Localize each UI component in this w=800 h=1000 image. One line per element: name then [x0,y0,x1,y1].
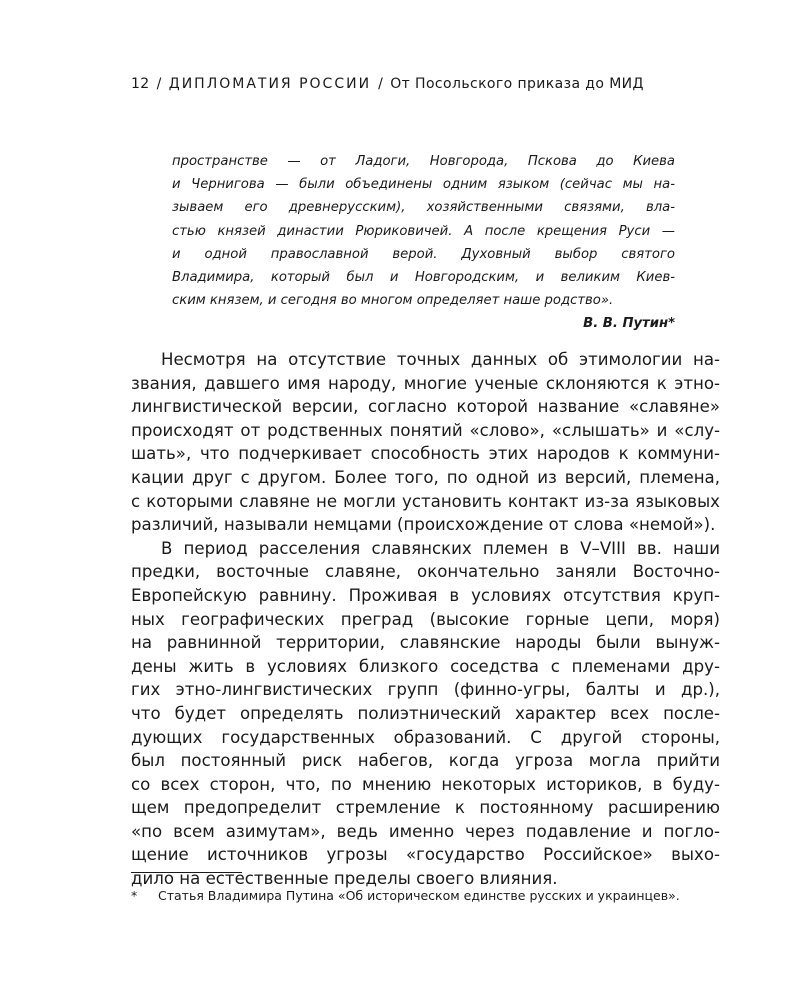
book-title: ДИПЛОМАТИЯ РОССИИ [168,76,372,92]
body-line: кации друг с другом. Более того, по одной из версий, племена, [131,467,720,487]
page-number: 12 [131,76,150,92]
body-line: шать», что подчеркивает способность этих народов к коммуни- [131,444,720,464]
epigraph-line: зываем его древнерусским), хозяйственными связями, вла- [172,200,675,216]
body-line: с которыми славяне не могли установить контакт из-за языковых [131,491,720,511]
epigraph-author: В. В. Путин* [583,316,675,332]
running-head: 12 / ДИПЛОМАТИЯ РОССИИ / От Посольского приказа до МИД [131,76,644,92]
body-line: что будет определять полиэтнический характер всех после- [131,703,720,723]
body-line: был постоянный риск набегов, когда угроза могла прийти [131,751,720,771]
body-line: происходят от родственных понятий «слово», «слышать» и «слу- [131,420,720,440]
footnote-divider [131,872,242,873]
epigraph-line: стью князей династии Рюриковичей. А после крещения Руси — [172,223,675,239]
body-line: дены жить в условиях близкого соседства с племенами дру- [131,656,720,676]
body-line: гих этно-лингвистических групп (финно-угры, балты и др.), [131,680,720,700]
epigraph-line: пространстве — от Ладоги, Новгорода, Пскова до Киева [172,154,675,169]
epigraph-line: Владимира, который был и Новгородским, и великим Киев- [172,270,675,286]
chapter-title: От Посольского приказа до МИД [390,76,644,92]
body-text [131,348,720,891]
body-line: щем предопределит стремление к постоянному расширению [131,798,720,818]
body-line: дующих государственных образований. С другой стороны, [131,727,720,747]
body-line: Несмотря на отсутствие точных данных об этимологии на- [161,350,720,369]
epigraph-line: и Чернигова — были объединены одним языком (сейчас мы на- [172,177,675,193]
body-line: ных географических преград (высокие горные цепи, моря) [131,609,720,629]
body-line: различий, называли немцами (происхождение от слова «немой»). [131,515,716,535]
body-line: «по всем азимутам», ведь именно через подавление и погло- [131,821,720,841]
footnote [131,888,680,903]
body-line: на равнинной территории, славянские народы были вынуж- [131,633,720,653]
body-line: лингвистической версии, согласно которой название «славяне» [131,397,720,417]
body-line: щение источников угрозы «государство Российское» выхо- [131,845,720,865]
body-line: В период расселения славянских племен в V–VIII вв. наши [161,538,720,558]
body-line: со всех сторон, что, по мнению некоторых историков, в буду- [131,774,720,794]
footnote-mark: * [131,888,138,903]
epigraph-line: ским князем, и сегодня во многом определяет наше родство». [172,293,614,309]
body-line: звания, давшего имя народу, многие ученые склоняются к этно- [131,373,720,393]
body-line: Европейскую равнину. Проживая в условиях отсутствия круп- [131,585,720,605]
epigraph-line: и одной православной верой. Духовный выбор святого [172,246,675,262]
epigraph-quote [172,150,675,336]
footnote-text: Статья Владимира Путина «Об историческом единстве русских и украинцев». [158,888,680,903]
body-line: предки, восточные славяне, окончательно заняли Восточно- [131,562,720,582]
body-line: дило на естественные пределы своего влияния. [131,869,558,889]
